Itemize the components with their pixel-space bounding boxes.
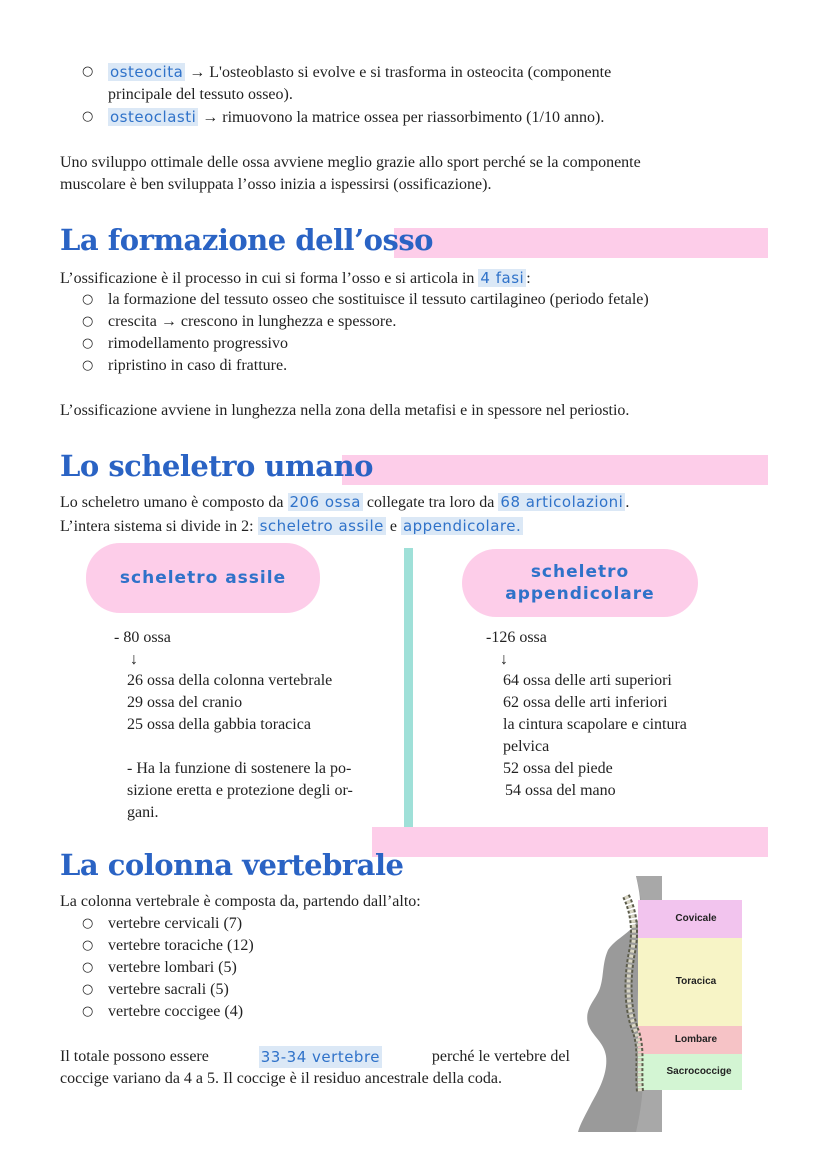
- list-item: ○ vertebre lombari (5): [60, 957, 540, 979]
- list-item: 25 ossa della gabbia toracica: [127, 716, 311, 733]
- highlight-term: 33-34 vertebre: [260, 1048, 381, 1066]
- intro-paragraph: [60, 152, 780, 196]
- scheletro-line-1: Lo scheletro umano è composto da 206 ossa collegate tra loro da 68 articolazioni .: [60, 493, 630, 511]
- column-divider: [404, 548, 413, 830]
- highlight-term: osteocita: [110, 63, 184, 81]
- down-arrow-icon: ↓: [500, 651, 508, 668]
- circle-bullet-icon: ○: [82, 358, 94, 373]
- left-count: - 80 ossa: [114, 629, 171, 646]
- spine-icon: [612, 892, 662, 1102]
- section-title: La colonna vertebrale: [60, 848, 404, 882]
- label-cervical: Covicale: [675, 913, 717, 924]
- list-item: la cintura scapolare e cintura: [503, 716, 687, 733]
- heading-decoration-bar: [394, 228, 768, 258]
- section-title: La formazione dell’osso: [60, 223, 434, 257]
- circle-bullet-icon: ○: [82, 292, 94, 307]
- list-item: 64 ossa delle arti superiori: [503, 672, 672, 689]
- section-title: Lo scheletro umano: [60, 449, 373, 483]
- list-item: 62 ossa delle arti inferiori: [503, 694, 668, 711]
- left-items: [127, 670, 397, 736]
- pill-scheletro-assile: scheletro assile: [86, 543, 320, 613]
- circle-bullet-icon: ○: [82, 1004, 94, 1019]
- list-item: 54 ossa del mano: [505, 782, 616, 799]
- list-item: 29 ossa del cranio: [127, 694, 243, 711]
- highlight-term: 206 ossa: [289, 493, 361, 511]
- colonna-paragraph: Il totale possono essere 33-34 vertebre perché le vertebre del coccige variano da 4 a 5. Il coccige è il residuo ancestrale della coda.: [60, 1048, 570, 1087]
- right-count: -126 ossa: [486, 629, 547, 646]
- label-sacrococcygeal: Sacrococcige: [666, 1066, 732, 1077]
- highlight-term: 4 fasi: [480, 269, 525, 287]
- list-item: pelvica: [503, 738, 550, 755]
- intro-list: [60, 61, 780, 129]
- highlight-term: 68 articolazioni: [500, 493, 624, 511]
- circle-bullet-icon: ○: [82, 336, 94, 351]
- scheletro-line-2: L’intera sistema si divide in 2: scheletro assile e appendicolare.: [60, 517, 522, 535]
- heading-decoration-bar: [372, 827, 768, 857]
- list-item: ○ vertebre coccigee (4): [60, 1001, 540, 1023]
- list-item: ○ rimodellamento progressivo: [60, 333, 780, 355]
- paragraph-line: Uno sviluppo ottimale delle ossa avviene meglio grazie allo sport perché se la componente: [60, 154, 641, 171]
- item-text: → L'osteoblasto si evolve e si trasforma in osteocita (componente: [189, 64, 612, 81]
- circle-bullet-icon: ○: [82, 960, 94, 975]
- colonna-list: [60, 913, 540, 1023]
- highlight-term: scheletro assile: [259, 517, 384, 535]
- formazione-list: [60, 289, 780, 377]
- list-item: 52 ossa del piede: [503, 760, 613, 777]
- list-item: ○ vertebre cervicali (7): [60, 913, 540, 935]
- list-item: ○ ripristino in caso di fratture.: [60, 355, 780, 377]
- spine-figure: [576, 876, 742, 1132]
- label-thoracic: Toracica: [675, 976, 717, 987]
- circle-bullet-icon: ○: [82, 109, 94, 124]
- item-text-continued: principale del tessuto osseo).: [108, 86, 293, 103]
- circle-bullet-icon: ○: [82, 938, 94, 953]
- list-item: ○ crescita → crescono in lunghezza e spessore.: [60, 311, 780, 333]
- right-items: [503, 670, 763, 802]
- circle-bullet-icon: ○: [82, 64, 94, 79]
- down-arrow-icon: ↓: [130, 651, 138, 668]
- heading-decoration-bar: [342, 455, 768, 485]
- circle-bullet-icon: ○: [82, 916, 94, 931]
- formazione-paragraph: L’ossificazione avviene in lunghezza nella zona della metafisi e in spessore nel periostio.: [60, 402, 630, 419]
- circle-bullet-icon: ○: [82, 314, 94, 329]
- pill-scheletro-appendicolare: scheletro appendicolare: [462, 549, 698, 617]
- highlight-term: osteoclasti: [110, 108, 197, 126]
- highlight-term: appendicolare.: [402, 517, 522, 535]
- list-item: [60, 61, 780, 106]
- list-item: ○ la formazione del tessuto osseo che sostituisce il tessuto cartilagineo (periodo fetale): [60, 289, 780, 311]
- paragraph-line: muscolare è ben sviluppata l’osso inizia a ispessirsi (ossificazione).: [60, 176, 492, 193]
- colonna-intro: La colonna vertebrale è composta da, partendo dall’alto:: [60, 893, 421, 910]
- circle-bullet-icon: ○: [82, 982, 94, 997]
- label-lumbar: Lombare: [674, 1034, 718, 1045]
- item-text: → rimuovono la matrice ossea per riassorbimento (1/10 anno).: [202, 109, 605, 126]
- formazione-intro: L’ossificazione è il processo in cui si forma l’osso e si articola in 4 fasi :: [60, 269, 531, 287]
- list-item: ○ vertebre sacrali (5): [60, 979, 540, 1001]
- list-item: ○ vertebre toraciche (12): [60, 935, 540, 957]
- left-note: - Ha la funzione di sostenere la po- sizione eretta e protezione degli or- gani.: [127, 760, 353, 821]
- list-item: 26 ossa della colonna vertebrale: [127, 672, 333, 689]
- list-item: [60, 106, 780, 129]
